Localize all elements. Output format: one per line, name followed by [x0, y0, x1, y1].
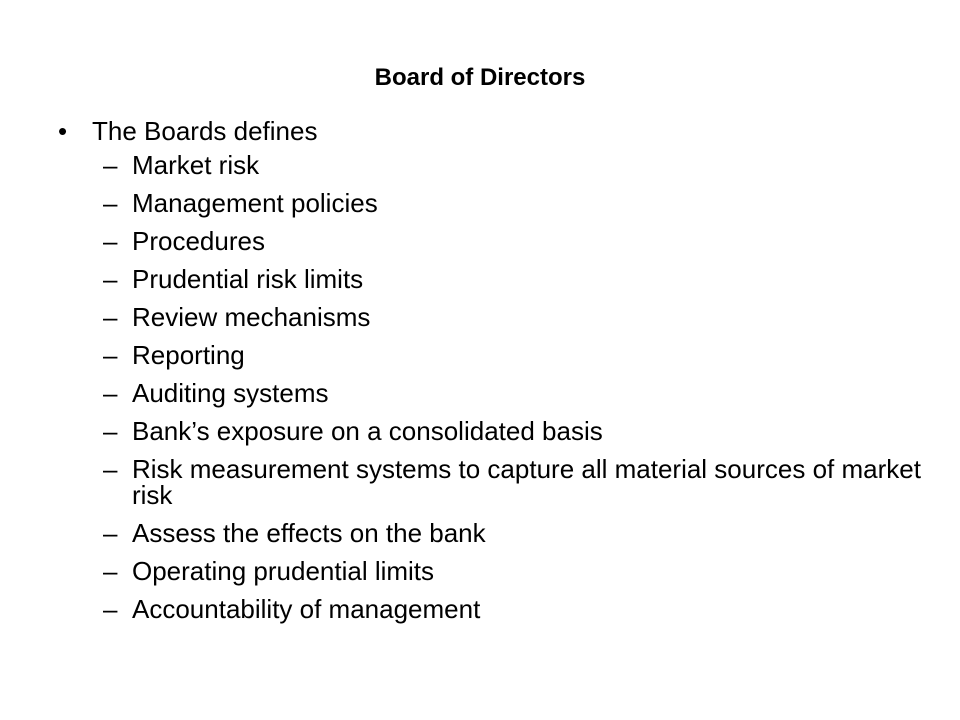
- sub-bullet-item: [103, 520, 923, 546]
- slide-title: Board of Directors: [374, 64, 586, 91]
- sub-bullet-item: [103, 266, 923, 292]
- sub-bullet-text: Risk measurement systems to capture all material sources of market risk: [132, 454, 921, 510]
- dash-icon: –: [103, 150, 118, 180]
- sub-bullet-text: Reporting: [132, 340, 245, 370]
- sub-bullet-item: [103, 380, 923, 406]
- sub-bullet-text: Review mechanisms: [132, 302, 371, 332]
- dash-icon: –: [103, 556, 118, 586]
- main-bullet-text: The Boards defines: [92, 116, 318, 146]
- sub-bullet-item: [103, 304, 923, 330]
- dash-icon: –: [103, 594, 118, 624]
- sub-bullet-item: [103, 190, 923, 216]
- sub-bullet-item: [103, 558, 923, 584]
- dash-icon: –: [103, 416, 118, 446]
- sub-bullet-text: Prudential risk limits: [132, 264, 364, 294]
- dash-icon: –: [103, 340, 118, 370]
- sub-bullet-text: Accountability of management: [132, 594, 481, 624]
- main-bullet: [58, 115, 317, 147]
- dash-icon: –: [103, 226, 118, 256]
- sub-bullet-item: [103, 152, 923, 178]
- sub-bullet-list: [103, 152, 923, 634]
- sub-bullet-item: [103, 342, 923, 368]
- sub-bullet-item: [103, 596, 923, 622]
- sub-bullet-text: Management policies: [132, 188, 378, 218]
- dash-icon: –: [103, 518, 118, 548]
- sub-bullet-text: Auditing systems: [132, 378, 329, 408]
- sub-bullet-text: Assess the effects on the bank: [132, 518, 486, 548]
- dash-icon: –: [103, 188, 118, 218]
- dash-icon: –: [103, 264, 118, 294]
- dash-icon: –: [103, 454, 118, 484]
- sub-bullet-text: Bank’s exposure on a consolidated basis: [132, 416, 603, 446]
- dash-icon: –: [103, 378, 118, 408]
- sub-bullet-item: [103, 228, 923, 254]
- dash-icon: –: [103, 302, 118, 332]
- sub-bullet-text: Procedures: [132, 226, 265, 256]
- sub-bullet-item: [103, 456, 923, 508]
- sub-bullet-text: Operating prudential limits: [132, 556, 435, 586]
- sub-bullet-item: [103, 418, 923, 444]
- bullet-dot-icon: •: [58, 116, 68, 146]
- sub-bullet-text: Market risk: [132, 150, 260, 180]
